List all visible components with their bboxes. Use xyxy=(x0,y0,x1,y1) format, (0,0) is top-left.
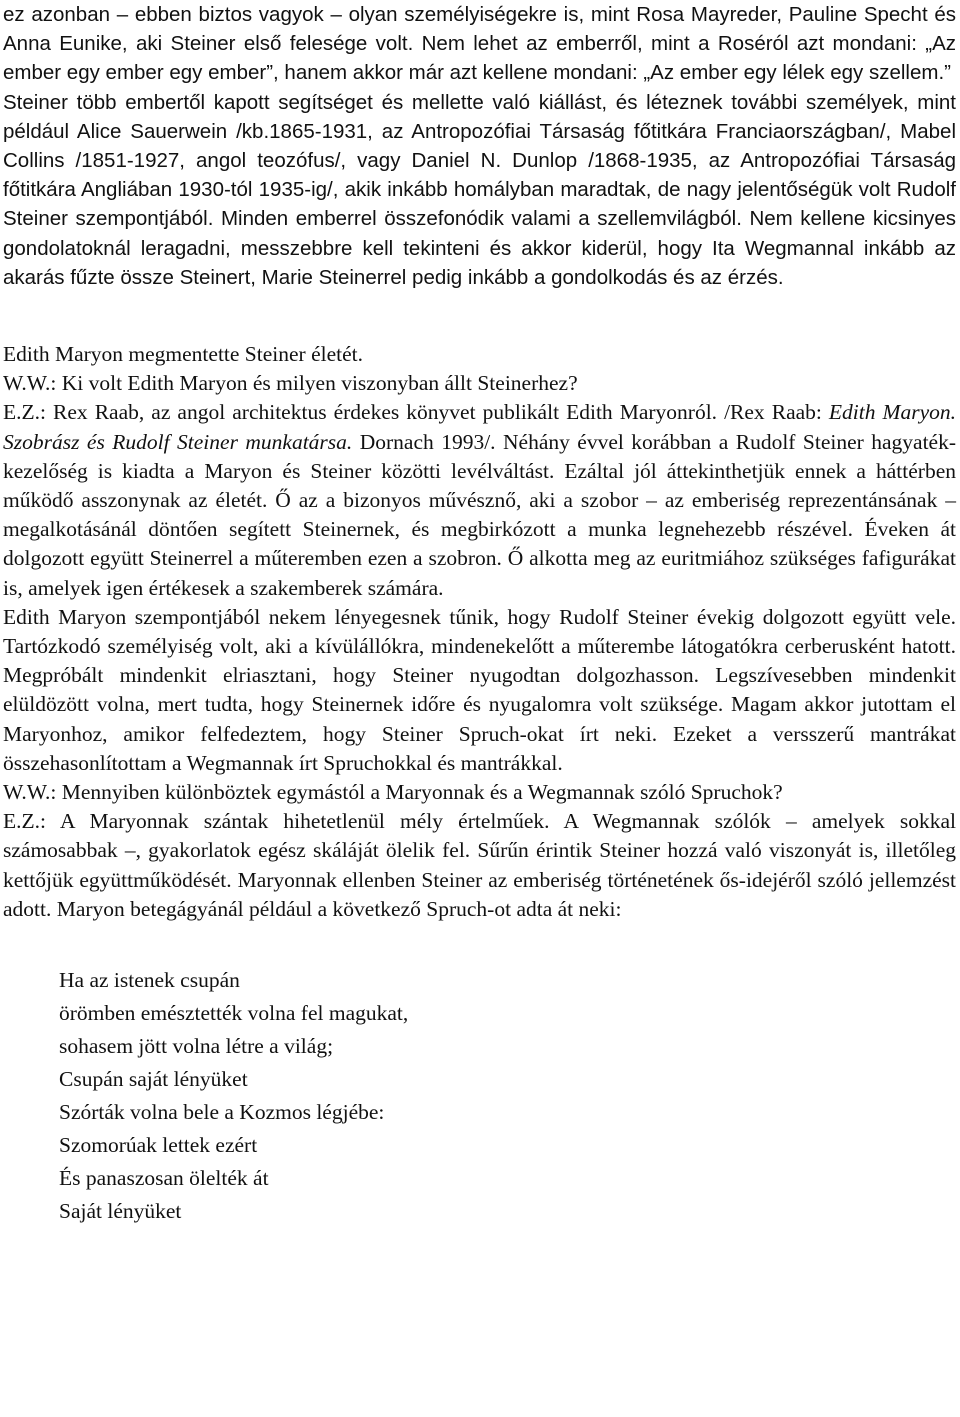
poem-line: Szórták volna bele a Kozmos légjébe: xyxy=(59,1100,385,1125)
paragraph-intro: ez azonban – ebben biztos vagyok – olyan személyiségekre is, mint Rosa Mayreder, Pauline Specht és Anna Eunike, aki Steiner első felesége volt. Nem lehet az emberről, mint a Roséról azt mondani: „Az ember egy ember egy ember”, hanem akkor már azt kellene mondani: „Az ember egy lélek egy szellem.” xyxy=(3,3,956,85)
answer-1-text-a: E.Z.: Rex Raab, az angol architektus érdekes könyvet publikált Edith Maryonról. /Rex Raab: xyxy=(3,400,829,425)
spacer xyxy=(3,292,956,340)
paragraph-steiner-helpers: Steiner több embertől kapott segítséget és mellette való kiállást, és léteznek további személyek, mint például Alice Sauerwein /kb.1865-1931, az Antropozófiai Társaság főtitkára Franciaországban/, Mabel Collins /1851-1927, angol teozófus/, vagy Daniel N. Dunlop /1868-1935, az Antropozófiai Társaság főtitkára Angliában 1930-tól 1935-ig/, akik inkább homályban maradtak, de nagy jelentőségük volt Rudolf Steiner szempontjából. Minden emberrel összefonódik valami a szellemvilágból. Nem kellene kicsinyes gondolatoknál leragadni, messzebbre kell tekinteni és akkor kiderül, hogy Ita Wegmannal inkább az akarás fűzte össze Steinert, Marie Steinerrel pedig inkább a gondolkodás és az érzés. xyxy=(3,90,956,289)
poem-line: Ha az istenek csupán xyxy=(59,968,240,993)
spacer xyxy=(3,924,956,964)
question-2: W.W.: Mennyiben különböztek egymástól a Maryonnak és a Wegmannak szóló Spruchok? xyxy=(3,780,783,805)
answer-1-text-b: Dornach 1993/. Néhány évvel korábban a Rudolf Steiner hagyaték-kezelőség is kiadta a Maryon és Steiner közötti levélváltást. Ezáltal jól áttekinthetjük ennek a háttérben működő asszonynak az életét. Ő az a bizonyos művésznő, aki a szobor – az emberiség reprezentánsának – megalkotásánál döntően segített Steinernek, és megbirkózott a munka legnehezebb részével. Éveken át dolgozott együtt Steinerrel a műteremben ezen a szobron. Ő alkotta meg az euritmiához szükséges fafigurákat is, amelyek igen értékesek a szakemberek számára. xyxy=(3,429,957,600)
answer-1 xyxy=(3,398,956,602)
answer-2: E.Z.: A Maryonnak szántak hihetetlenül mély értelműek. A Wegmannak szólók – amelyek sokkal számosabbak –, gyakorlatok egész skáláját ölelik fel. Sűrűn érintik Steiner hozzá való viszonyát is, illetőleg kettőjük együttműködését. Maryonnak ellenben Steiner az emberiség történetének ős-idejéről szóló jellemzést adott. Maryon betegágyánál például a következő Spruch-ot adta át neki: xyxy=(3,809,956,921)
poem-line: örömben emésztették volna fel magukat, xyxy=(59,1001,409,1026)
poem-line: sohasem jött volna létre a világ; xyxy=(59,1034,334,1059)
section-heading: Edith Maryon megmentette Steiner életét. xyxy=(3,342,364,367)
poem xyxy=(3,964,956,1228)
poem-line: Csupán saját lényüket xyxy=(59,1067,248,1092)
question-1: W.W.: Ki volt Edith Maryon és milyen viszonyban állt Steinerhez? xyxy=(3,371,578,396)
book-title: Edith Maryon. Szobrász és Rudolf Steiner munkatársa. xyxy=(3,400,956,454)
paragraph-maryon: Edith Maryon szempontjából nekem lényegesnek tűnik, hogy Rudolf Steiner évekig dolgozott együtt vele. Tartózkodó személyiség volt, aki a kívülállókra, mindenekelőtt a műterembe látogatókra cerberusként hatott. Megpróbált mindenkit elriasztani, hogy Steiner nyugodtan dolgozhasson. Legszívesebben mindenkit elüldözött volna, mert tudta, hogy Steinernek időre és nyugalomra volt szüksége. Magam akkor jutottam el Maryonhoz, amikor felfedeztem, hogy Steiner Spruch-okat írt neki. Ezeket a versszerű mantrákat összehasonlítottam a Wegmannak írt Spruchokkal és mantrákkal. xyxy=(3,604,956,775)
poem-line: És panaszosan ölelték át xyxy=(59,1166,269,1191)
poem-line: Saját lényüket xyxy=(59,1199,182,1224)
poem-line: Szomorúak lettek ezért xyxy=(59,1133,258,1158)
